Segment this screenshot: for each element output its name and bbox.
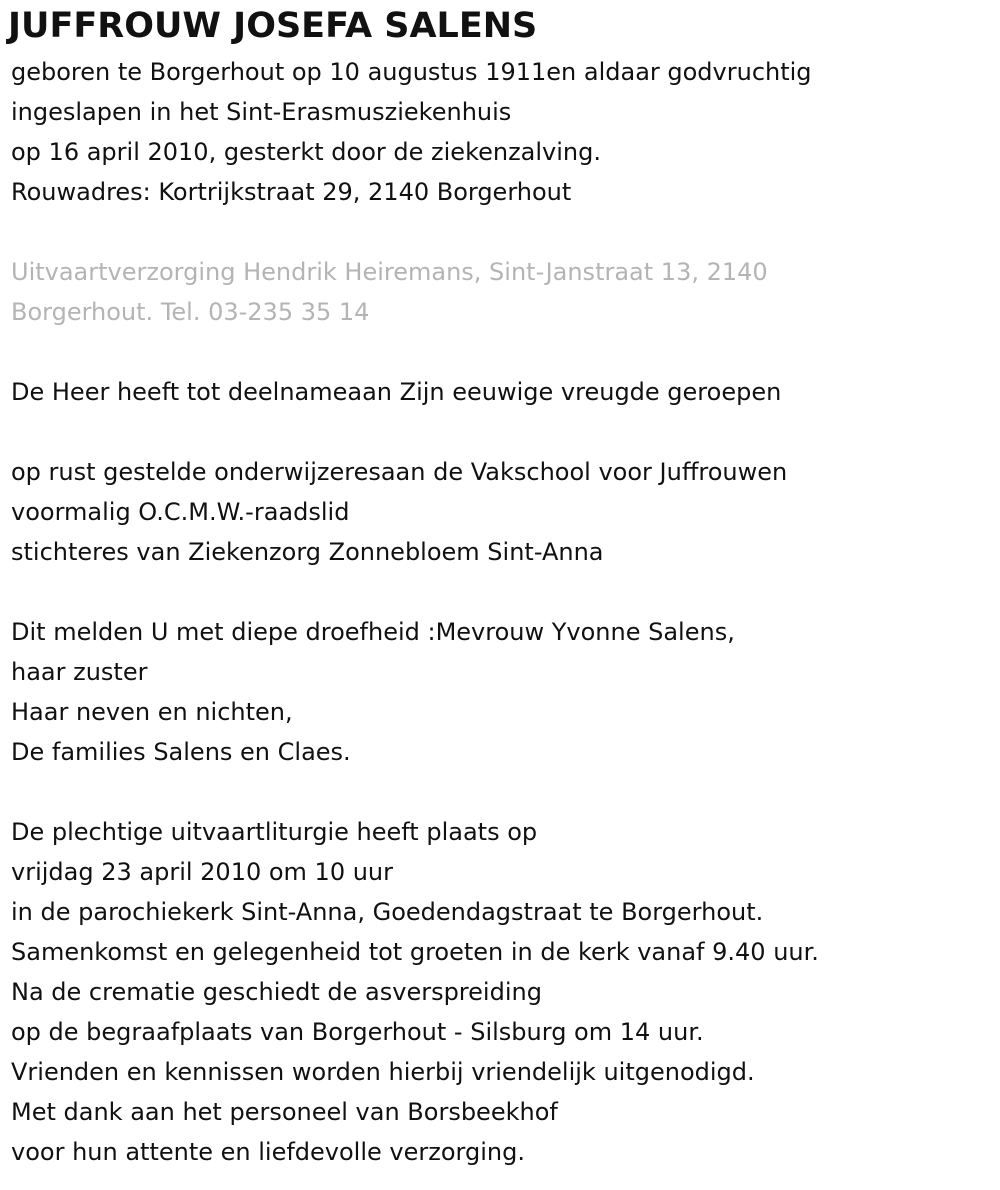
role-line: op rust gestelde onderwijzeresaan de Vakschool voor Juffrouwen	[11, 458, 788, 486]
ceremony-line: vrijdag 23 april 2010 om 10 uur	[11, 858, 394, 886]
ceremony-line: Na de crematie geschiedt de asverspreiding	[11, 978, 542, 1006]
ceremony-line: Samenkomst en gelegenheid tot groeten in de kerk vanaf 9.40 uur.	[11, 938, 819, 966]
spacer	[11, 212, 991, 252]
deceased-name-heading: JUFFROUW JOSEFA SALENS	[8, 6, 538, 46]
mourner-line: haar zuster	[11, 658, 148, 686]
funeral-director-phone-line: Borgerhout. Tel. 03-235 35 14	[11, 298, 370, 326]
intro-block	[11, 52, 991, 212]
death-place-line: ingeslapen in het Sint-Erasmusziekenhuis	[11, 98, 512, 126]
mourner-line: De families Salens en Claes.	[11, 738, 351, 766]
mourners-block	[11, 612, 991, 772]
ceremony-line: De plechtige uitvaartliturgie heeft plaats op	[11, 818, 538, 846]
role-line: stichteres van Ziekenzorg Zonnebloem Sint-Anna	[11, 538, 604, 566]
death-date-line: op 16 april 2010, gesterkt door de ziekenzalving.	[11, 138, 602, 166]
ceremony-line: in de parochiekerk Sint-Anna, Goedendagstraat te Borgerhout.	[11, 898, 764, 926]
funeral-director-line: Uitvaartverzorging Hendrik Heiremans, Sint-Janstraat 13, 2140	[11, 258, 768, 286]
mourning-address-line: Rouwadres: Kortrijkstraat 29, 2140 Borgerhout	[11, 178, 572, 206]
spacer	[11, 572, 991, 612]
spacer	[11, 332, 991, 372]
ceremony-line: Met dank aan het personeel van Borsbeekhof	[11, 1098, 558, 1126]
birth-line: geboren te Borgerhout op 10 augustus 1911en aldaar godvruchtig	[11, 58, 812, 86]
death-notice	[8, 0, 991, 1172]
spacer	[11, 772, 991, 812]
ceremony-line: voor hun attente en liefdevolle verzorging.	[11, 1138, 525, 1166]
mourner-line: Dit melden U met diepe droefheid :Mevrouw Yvonne Salens,	[11, 618, 735, 646]
calling-line: De Heer heeft tot deelnameaan Zijn eeuwige vreugde geroepen	[11, 378, 782, 406]
spacer	[11, 412, 991, 452]
mourner-line: Haar neven en nichten,	[11, 698, 293, 726]
ceremony-block	[11, 812, 991, 1172]
funeral-director-block	[11, 252, 991, 332]
ceremony-line: op de begraafplaats van Borgerhout - Silsburg om 14 uur.	[11, 1018, 704, 1046]
role-line: voormalig O.C.M.W.-raadslid	[11, 498, 350, 526]
ceremony-line: Vrienden en kennissen worden hierbij vriendelijk uitgenodigd.	[11, 1058, 755, 1086]
roles-block	[11, 452, 991, 572]
